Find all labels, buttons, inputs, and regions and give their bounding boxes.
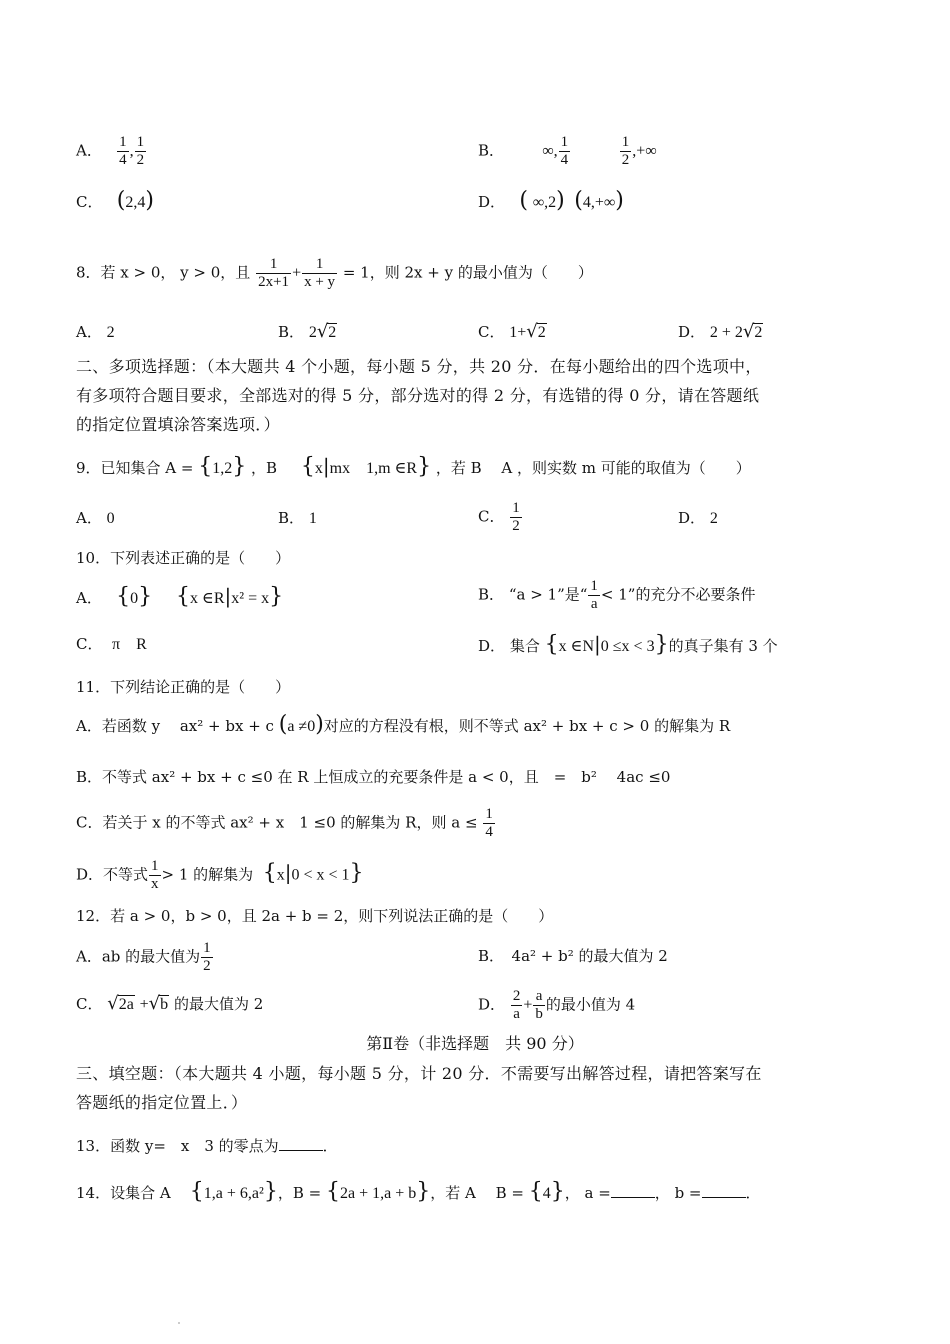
q12-option-b: B． 4a² + b² 的最大值为 2 xyxy=(478,947,668,965)
q12-option-a: A．ab 的最大值为 $\frac{1}{2}$ xyxy=(76,940,211,974)
q13: 13．函数 y= x 3 的零点为 ． xyxy=(76,1137,338,1155)
q8-option-d: D． 2 + 2√2 xyxy=(678,321,763,342)
q11-option-b: B．不等式 ax² + bx + c ≤0 在 R 上恒成立的充要条件是 a < 0，且 = b² 4ac ≤0 xyxy=(76,768,671,786)
q7-option-b: B． ∞, $\frac{1}{4}$ $\frac{1}{2}$ ,+∞ xyxy=(478,134,657,168)
option-label: A． xyxy=(76,141,102,160)
fraction: $\frac{1}{x + y}$ xyxy=(304,256,336,290)
q11-option-a: A．若函数 y ax² + bx + c (a ≠0)对应的方程没有根，则不等式 ax² + bx + c > 0 的解集为 R xyxy=(76,712,731,737)
section3-line2: 答题纸的指定位置上．） xyxy=(76,1093,248,1112)
fraction: $\frac{2}{a}$ xyxy=(512,988,521,1022)
scan-speck xyxy=(178,1322,180,1324)
q9-option-b: B． 1 xyxy=(278,509,317,527)
fraction: $\frac{a}{b}$ xyxy=(535,988,543,1022)
fraction: $\frac{1}{4}$ xyxy=(485,806,493,840)
section3-line1: 三、填空题：（本大题共 4 小题，每小题 5 分，计 20 分．不需要写出解答过程，请把答案写在 xyxy=(76,1064,762,1083)
q9-stem: 9．已知集合 A = {1,2} ，B {x|mx 1,m ∈R} ，若 B A ，则实数 m 可能的取值为（ ） xyxy=(76,454,751,479)
q7-option-c: C． (2,4) xyxy=(76,188,154,213)
q8-option-b: B． 2√2 xyxy=(278,321,337,342)
fraction: $\frac{1}{2x+1}$ xyxy=(258,256,290,290)
answer-blank-b[interactable] xyxy=(702,1183,746,1198)
q7-option-a: A． $\frac{1}{4}$ , $\frac{1}{2}$ xyxy=(76,134,145,168)
q8-option-a: A． 2 xyxy=(76,323,115,341)
q12-option-d: D． $\frac{2}{a}$ + $\frac{a}{b}$ 的最小值为 4 xyxy=(478,988,636,1022)
q10-option-c: C． π R xyxy=(76,635,147,653)
q9-option-a: A． 0 xyxy=(76,509,115,527)
q9-option-d: D． 2 xyxy=(678,509,718,527)
option-label: C． xyxy=(76,193,103,211)
option-label: D． xyxy=(478,193,506,211)
part2-title: 第Ⅱ卷（非选择题 共 90 分） xyxy=(366,1034,584,1053)
section2-line3: 的指定位置填涂答案选项．） xyxy=(76,415,280,434)
q8-option-c: C． 1+√2 xyxy=(478,321,546,342)
q10-stem: 10．下列表述正确的是（ ） xyxy=(76,549,291,567)
q11-option-c: C．若关于 x 的不等式 ax² + x 1 ≤0 的解集为 R，则 a ≤ $\frac{1}{4}$ xyxy=(76,806,493,840)
answer-blank-a[interactable] xyxy=(611,1183,655,1198)
q10-option-d: D． 集合 {x ∈N|0 ≤x < 3}的真子集有 3 个 xyxy=(478,632,778,657)
fraction: $\frac{1}{4}$ xyxy=(119,134,127,168)
fraction: $\frac{1}{2}$ xyxy=(512,500,520,534)
fraction: $\frac{1}{4}$ xyxy=(560,134,569,168)
q7-option-d: D． ( ∞,2) (4,+∞) xyxy=(478,188,624,213)
fraction: $\frac{1}{x}$ xyxy=(151,858,159,892)
option-label: B． xyxy=(478,141,505,160)
q9-option-c: C． $\frac{1}{2}$ xyxy=(478,500,520,534)
section2-line2: 有多项符合题目要求，全部选对的得 5 分，部分选对的得 2 分，有选错的得 0 分，请在答题纸 xyxy=(76,386,760,405)
answer-blank[interactable] xyxy=(279,1136,323,1151)
fraction: $\frac{1}{2}$ xyxy=(136,134,145,168)
q12-option-c: C． √2a +√b 的最大值为 2 xyxy=(76,993,264,1014)
q11-stem: 11．下列结论正确的是（ ） xyxy=(76,678,291,696)
q10-option-a: A． {0} {x ∈R|x² = x} xyxy=(76,584,284,609)
q11-option-d: D．不等式 $\frac{1}{x}$ > 1 的解集为 {x|0 < x < 1} xyxy=(76,858,364,892)
fraction: $\frac{1}{2}$ xyxy=(203,940,211,974)
q10-option-b: B． “a > 1”是“ $\frac{1}{a}$ < 1”的充分不必要条件 xyxy=(478,578,756,612)
section2-line1: 二、多项选择题：（本大题共 4 个小题，每小题 5 分，共 20 分．在每小题给出的四个选项中， xyxy=(76,357,762,376)
fraction: $\frac{1}{a}$ xyxy=(590,578,598,612)
q14: 14．设集合 A {1,a + 6,a²}，B = {2a + 1,a + b}，若 A B = {4}， a = ， b = ． xyxy=(76,1179,761,1204)
q8-stem: 8．若 x > 0， y > 0，且 $\frac{1}{2x+1}$ + $\frac{1}{x + y}$ = 1，则 2x + y 的最小值为（ ） xyxy=(76,256,593,290)
fraction: $\frac{1}{2}$ xyxy=(621,134,630,168)
q12-stem: 12．若 a > 0，b > 0，且 2a + b = 2，则下列说法正确的是（ ） xyxy=(76,907,554,925)
